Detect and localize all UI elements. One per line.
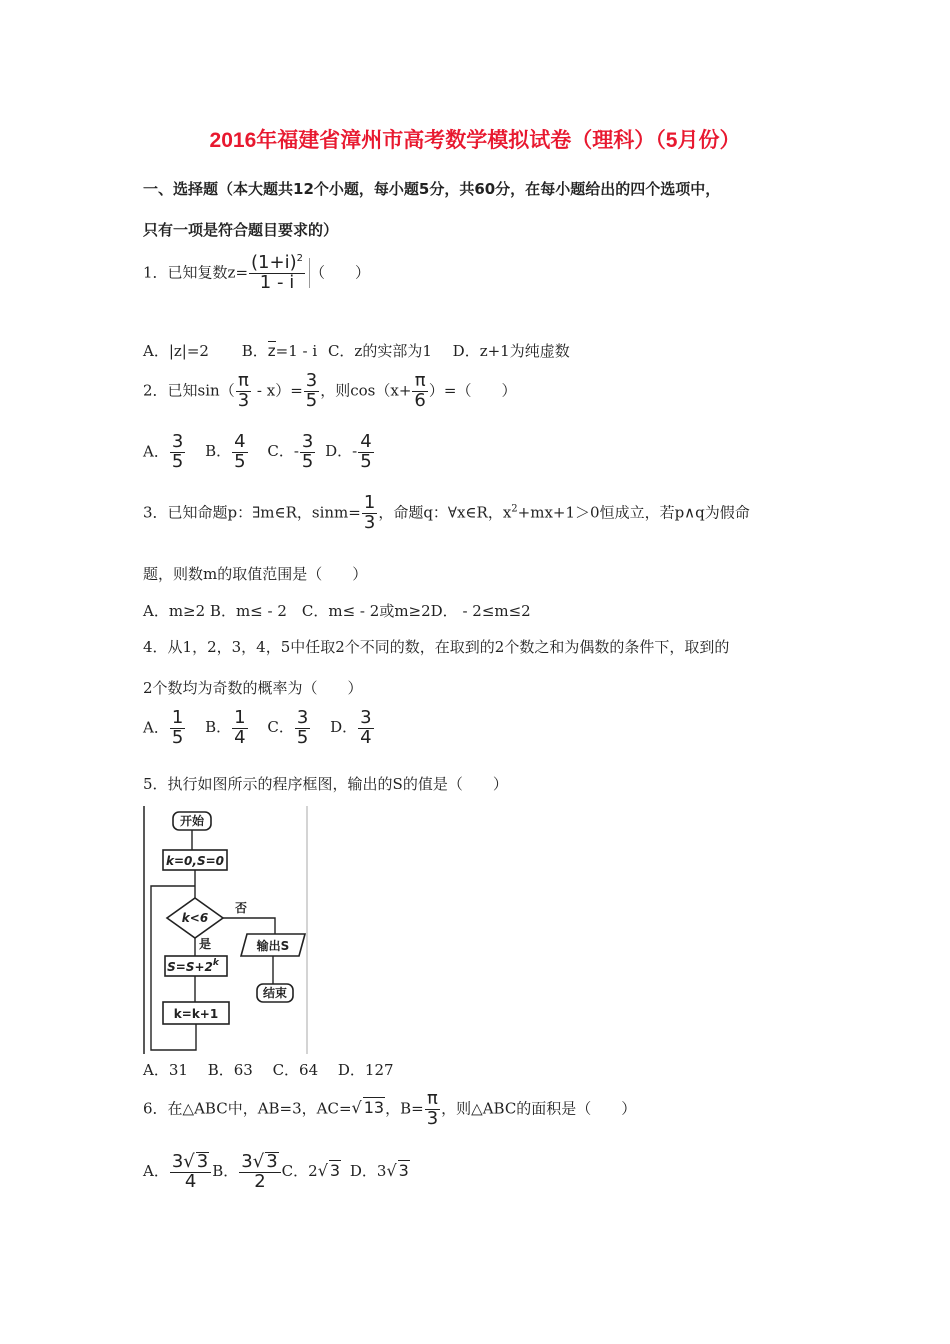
question-4-line2: 2个数均为奇数的概率为（ ）	[143, 679, 363, 697]
q2-f2-num: 3	[305, 370, 318, 391]
question-1-options	[143, 340, 570, 361]
q3-stem-text: 3．已知命题p：∃m∈R，sinm=	[143, 503, 361, 522]
q1-stem-text: 1．已知复数z=	[143, 263, 249, 282]
q2-c-num: 3	[301, 431, 314, 452]
flow-no-line	[223, 918, 275, 934]
q2-option-c-frac	[300, 433, 315, 472]
q6-option-d: D．3	[349, 1161, 387, 1180]
q6-option-c-sqrt: √ 3	[317, 1160, 341, 1180]
q4-d-den: 4	[360, 726, 372, 748]
q2-fraction-3	[412, 372, 427, 411]
q2-option-d-frac	[358, 433, 373, 472]
q3-den: 3	[363, 511, 376, 533]
q6-sqrt-ac: √ 13	[351, 1098, 385, 1118]
q2-c-den: 5	[301, 450, 314, 472]
q6-stem-text: 6．在△ABC中，AB=3，AC=	[143, 1099, 352, 1118]
q6-a-coef: 3	[171, 1151, 184, 1172]
question-2-options	[143, 433, 375, 472]
q2-fraction-2	[304, 372, 319, 411]
question-6-stem	[143, 1090, 636, 1129]
q6-option-a-frac	[170, 1152, 211, 1192]
flow-update-k-text: k=k+1	[173, 1007, 219, 1021]
q1-option-b-conjugate: z	[267, 342, 276, 360]
q4-b-num: 1	[234, 707, 246, 728]
q2-mid1: - x）=	[252, 381, 303, 400]
flow-condition-text: k<6	[181, 911, 209, 925]
q6-sqrt-ac-radicand: 13	[363, 1098, 385, 1118]
q6-option-c: C．2	[281, 1161, 318, 1180]
q2-fraction-1	[236, 372, 251, 411]
q2-stem-text: 2．已知sin（	[143, 381, 235, 400]
section-heading-line1: 一、选择题（本大题共12个小题，每小题5分，共60分，在每小题给出的四个选项中，	[143, 180, 721, 198]
q6-b-rad: 3	[266, 1151, 278, 1172]
q1-option-d: D．z+1为纯虚数	[452, 342, 570, 360]
q6-b-coef: 3	[241, 1151, 253, 1172]
q2-option-d: D．-	[325, 442, 358, 461]
flow-no-label: 否	[235, 901, 248, 915]
q2-tail: ）=（ ）	[428, 381, 517, 400]
q1-numerator: (1+i)	[251, 252, 297, 273]
q2-f1-num: π	[236, 372, 251, 392]
q1-exponent: 2	[296, 253, 303, 264]
question-4-line1: 4．从1，2，3，4，5中任取2个不同的数，在取到的2个数之和为偶数的条件下，取到的	[143, 638, 730, 656]
q6-mid: ，B=	[385, 1099, 424, 1118]
q2-option-a: A．	[143, 442, 169, 461]
flow-update-s-main: S=S+2	[167, 960, 213, 974]
q6-option-a: A．	[143, 1161, 169, 1180]
q2-b-den: 5	[234, 450, 246, 472]
q4-b-den: 4	[234, 726, 246, 748]
q4-option-c: C．	[267, 718, 294, 737]
q6-a-den: 4	[184, 1170, 197, 1192]
flow-update-s-text	[167, 958, 220, 974]
q2-f1-den: 3	[237, 389, 250, 411]
q6-d-rad: 3	[398, 1160, 409, 1180]
q1-option-c: C．z的实部为1	[327, 342, 432, 360]
q1-option-b-prefix: B．	[241, 342, 268, 360]
q4-a-den: 5	[171, 726, 184, 748]
q4-option-c-frac	[295, 709, 310, 748]
question-5-stem: 5．执行如图所示的程序框图，输出的S的值是（ ）	[143, 775, 508, 793]
q2-d-num: 4	[360, 431, 372, 452]
q4-d-num: 3	[360, 707, 372, 728]
q6-fraction	[425, 1090, 440, 1129]
q6-b-den: 3	[426, 1107, 439, 1129]
question-2-stem	[143, 372, 516, 411]
q4-c-num: 3	[296, 707, 309, 728]
q4-c-den: 5	[296, 726, 309, 748]
q6-option-b: B．	[212, 1161, 239, 1180]
q1-fraction	[249, 254, 305, 293]
q6-b-numer: 3√ 3	[239, 1152, 280, 1173]
q6-b-denom: 2	[254, 1170, 266, 1192]
flow-update-s-sup: k	[212, 958, 219, 968]
q2-f2-den: 5	[305, 389, 318, 411]
q2-f3-num: π	[412, 372, 427, 392]
q6-c-rad: 3	[329, 1160, 341, 1180]
q2-d-den: 5	[360, 450, 372, 472]
q3-sup: 2	[511, 503, 518, 515]
q6-option-b-frac	[239, 1152, 280, 1192]
q1-paren: （ ）	[309, 263, 370, 282]
q3-rest1: ，命题q：∀x∈R，x	[378, 503, 512, 522]
q4-option-b-frac	[232, 709, 247, 748]
page-title: 2016年福建省漳州市高考数学模拟试卷（理科）（5月份）	[209, 129, 741, 152]
q3-num: 1	[363, 492, 376, 513]
q6-option-d-sqrt: √ 3	[386, 1160, 409, 1180]
flow-start-text: 开始	[179, 814, 205, 828]
q1-option-a: A．|z|=2	[143, 342, 209, 360]
question-3-stem	[143, 494, 750, 533]
q6-b-num: π	[425, 1090, 440, 1110]
question-1-stem	[143, 254, 370, 293]
q2-option-c: C．-	[267, 442, 299, 461]
q2-b-num: 4	[234, 431, 246, 452]
q2-option-a-frac	[170, 433, 185, 472]
q3-fraction	[362, 494, 377, 533]
q3-rest2: +mx+1＞0恒成立，若p∧q为假命	[517, 503, 750, 522]
section-heading-line2: 只有一项是符合题目要求的）	[143, 221, 339, 239]
q4-option-a-frac	[170, 709, 185, 748]
flow-output-text: 输出S	[256, 939, 290, 953]
question-3-options: A．m≥2 B．m≤ - 2 C．m≤ - 2或m≥2D． - 2≤m≤2	[143, 602, 531, 620]
q6-a-num: 3√ 3	[170, 1152, 211, 1173]
q4-option-d-frac	[358, 709, 373, 748]
flowchart-diagram	[143, 806, 309, 1054]
q4-option-a: A．	[143, 718, 169, 737]
q4-a-num: 1	[171, 707, 184, 728]
q2-mid2: ，则cos（x+	[320, 381, 412, 400]
q1-option-b-rest: =1 - i	[275, 342, 318, 360]
question-3-line2: 题，则数m的取值范围是（ ）	[143, 565, 368, 583]
flow-end-text: 结束	[262, 986, 288, 1000]
q6-a-rad: 3	[196, 1151, 209, 1172]
q2-a-den: 5	[171, 450, 184, 472]
flow-init-text: k=0,S=0	[166, 854, 224, 868]
q4-option-d: D．	[330, 718, 358, 737]
q2-option-b: B．	[205, 442, 232, 461]
q6-tail: ，则△ABC的面积是（ ）	[441, 1099, 637, 1118]
q4-option-b: B．	[205, 718, 232, 737]
question-6-options	[143, 1152, 410, 1192]
q1-denominator: 1 - i	[259, 271, 295, 293]
question-4-options	[143, 709, 375, 748]
q2-option-b-frac	[232, 433, 247, 472]
question-5-options: A．31 B．63 C．64 D．127	[143, 1061, 394, 1079]
q2-a-num: 3	[171, 431, 184, 452]
flow-yes-label: 是	[199, 937, 212, 951]
q2-f3-den: 6	[414, 389, 426, 411]
